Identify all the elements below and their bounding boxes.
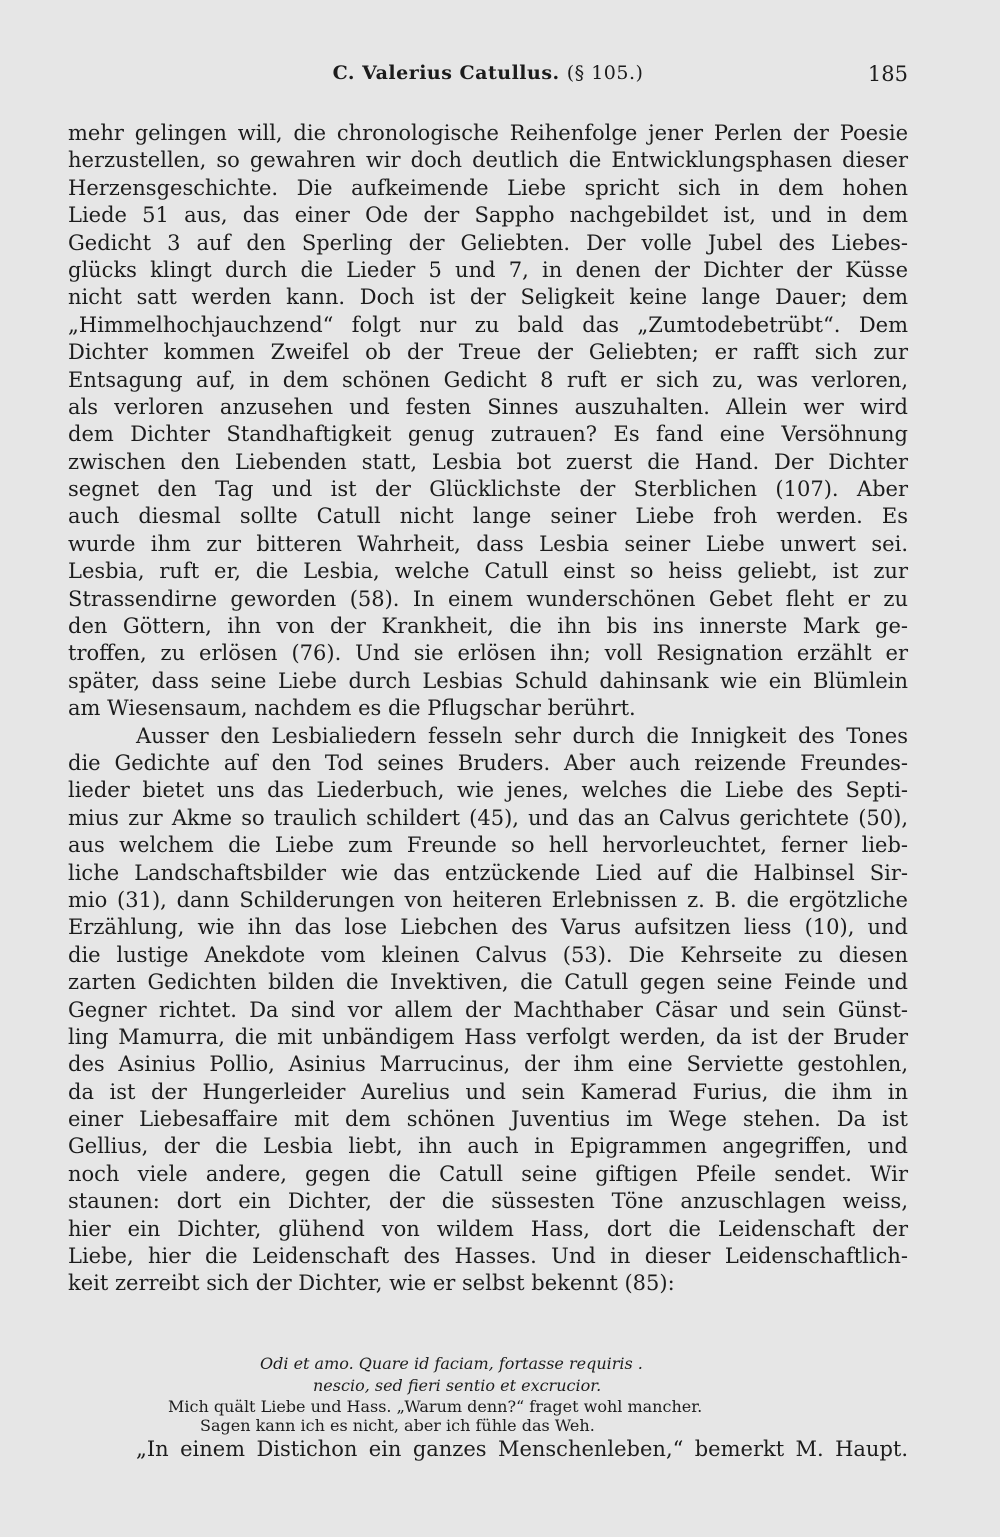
text-line: Liebe, hier die Leidenschaft des Hasses. Und in dieser Leidenschaftlich- <box>68 1244 908 1269</box>
text-line: glücks klingt durch die Lieder 5 und 7, in denen der Dichter der Küsse <box>68 257 908 282</box>
text-line: Liede 51 aus, das einer Ode der Sappho nachgebildet ist, und in dem <box>68 203 908 228</box>
text-line: Erzählung, wie ihn das lose Liebchen des Varus aufsitzen liess (10), und <box>68 915 908 940</box>
latin-verse-line: Odi et amo. Quare id faciam, fortasse requiris . <box>260 1354 643 1373</box>
text-line: dem Dichter Standhaftigkeit genug zutrauen? Es fand eine Versöhnung <box>68 422 908 447</box>
text-line: Lesbia, ruft er, die Lesbia, welche Catull einst so heiss geliebt, ist zur <box>68 559 908 584</box>
text-line: Gellius, der die Lesbia liebt, ihn auch in Epigrammen angegriffen, und <box>68 1134 908 1159</box>
closing-line: „In einem Distichon ein ganzes Menschenleben,“ bemerkt M. Haupt. <box>136 1437 908 1461</box>
text-line: einer Liebesaffaire mit dem schönen Juventius im Wege stehen. Da ist <box>68 1107 908 1132</box>
body-text <box>68 120 908 1298</box>
text-line: hier ein Dichter, glühend von wildem Hass, dort die Leidenschaft der <box>68 1216 908 1241</box>
text-line: die lustige Anekdote vom kleinen Calvus (53). Die Kehrseite zu diesen <box>68 942 908 967</box>
running-title-text: C. Valerius Catullus. <box>332 62 560 84</box>
paragraph-other-poems <box>68 723 908 1298</box>
text-line: die Gedichte auf den Tod seines Bruders. Aber auch reizende Freundes- <box>68 750 908 775</box>
text-line: „Himmelhochjauchzend“ folgt nur zu bald das „Zumtodebetrübt“. Dem <box>68 312 908 337</box>
text-line: zwischen den Liebenden statt, Lesbia bot zuerst die Hand. Der Dichter <box>68 449 908 474</box>
running-title <box>68 62 908 84</box>
text-line: Strassendirne geworden (58). In einem wunderschönen Gebet fleht er zu <box>68 586 908 611</box>
text-line: herzustellen, so gewahren wir doch deutlich die Entwicklungsphasen dieser <box>68 148 908 173</box>
text-line: mehr gelingen will, die chronologische Reihenfolge jener Perlen der Poesie <box>68 121 908 145</box>
text-line: am Wiesensaum, nachdem es die Pflugschar berührt. <box>68 696 636 721</box>
text-line: Herzensgeschichte. Die aufkeimende Liebe spricht sich in dem hohen <box>68 175 908 200</box>
section-reference: (§ 105.) <box>566 62 644 84</box>
text-line: zarten Gedichten bilden die Invektiven, die Catull gegen seine Feinde und <box>68 970 908 995</box>
text-line: lieder bietet uns das Liederbuch, wie jenes, welches die Liebe des Septi- <box>68 778 908 803</box>
text-line: mio (31), dann Schilderungen von heiteren Erlebnissen z. B. die ergötzliche <box>68 887 908 912</box>
text-line: wurde ihm zur bitteren Wahrheit, dass Lesbia seiner Liebe unwert sei. <box>68 531 908 556</box>
text-line: nicht satt werden kann. Doch ist der Seligkeit keine lange Dauer; dem <box>68 285 908 310</box>
german-verse-line: Sagen kann ich es nicht, aber ich fühle das Weh. <box>200 1416 595 1435</box>
text-line: als verloren anzusehen und festen Sinnes auszuhalten. Allein wer wird <box>68 394 908 419</box>
text-line: staunen: dort ein Dichter, der die süssesten Töne anzuschlagen weiss, <box>68 1189 908 1214</box>
text-line: segnet den Tag und ist der Glücklichste der Sterblichen (107). Aber <box>68 477 908 502</box>
text-line: mius zur Akme so traulich schildert (45), und das an Calvus gerichtete (50), <box>68 805 908 830</box>
text-line: Entsagung auf, in dem schönen Gedicht 8 ruft er sich zu, was verloren, <box>68 367 908 392</box>
text-line: da ist der Hungerleider Aurelius und sein Kamerad Furius, die ihm in <box>68 1079 908 1104</box>
text-line: Gedicht 3 auf den Sperling der Geliebten. Der volle Jubel des Liebes- <box>68 230 908 255</box>
text-line: troffen, zu erlösen (76). Und sie erlösen ihn; voll Resignation erzählt er <box>68 641 908 666</box>
page-header <box>68 62 908 92</box>
text-line: des Asinius Pollio, Asinius Marrucinus, der ihm eine Serviette gestohlen, <box>68 1052 908 1077</box>
text-line: liche Landschaftsbilder wie das entzückende Lied auf die Halbinsel Sir- <box>68 860 908 885</box>
text-line: auch diesmal sollte Catull nicht lange seiner Liebe froh werden. Es <box>68 504 908 529</box>
text-line: ling Mamurra, die mit unbändigem Hass verfolgt werden, da ist der Bruder <box>68 1024 908 1049</box>
text-line: aus welchem die Liebe zum Freunde so hell hervorleuchtet, ferner lieb- <box>68 833 908 858</box>
paragraph-lesbia <box>68 120 908 723</box>
text-line: Dichter kommen Zweifel ob der Treue der Geliebten; er rafft sich zur <box>68 340 908 365</box>
text-line: noch viele andere, gegen die Catull seine giftigen Pfeile sendet. Wir <box>68 1161 908 1186</box>
latin-verse-line: nescio, sed fieri sentio et excrucior. <box>313 1376 602 1395</box>
german-verse-line: Mich quält Liebe und Hass. „Warum denn?“ fraget wohl mancher. <box>168 1397 703 1416</box>
text-line: Ausser den Lesbialiedern fesseln sehr durch die Innigkeit des Tones <box>136 723 908 748</box>
text-line: den Göttern, ihn von der Krankheit, die ihn bis ins innerste Mark ge- <box>68 614 908 639</box>
text-line: später, dass seine Liebe durch Lesbias Schuld dahinsank wie ein Blümlein <box>68 668 908 693</box>
text-line: keit zerreibt sich der Dichter, wie er selbst bekennt (85): <box>68 1271 675 1296</box>
text-line: Gegner richtet. Da sind vor allem der Machthaber Cäsar und sein Günst- <box>68 997 908 1022</box>
page-number: 185 <box>867 62 908 86</box>
